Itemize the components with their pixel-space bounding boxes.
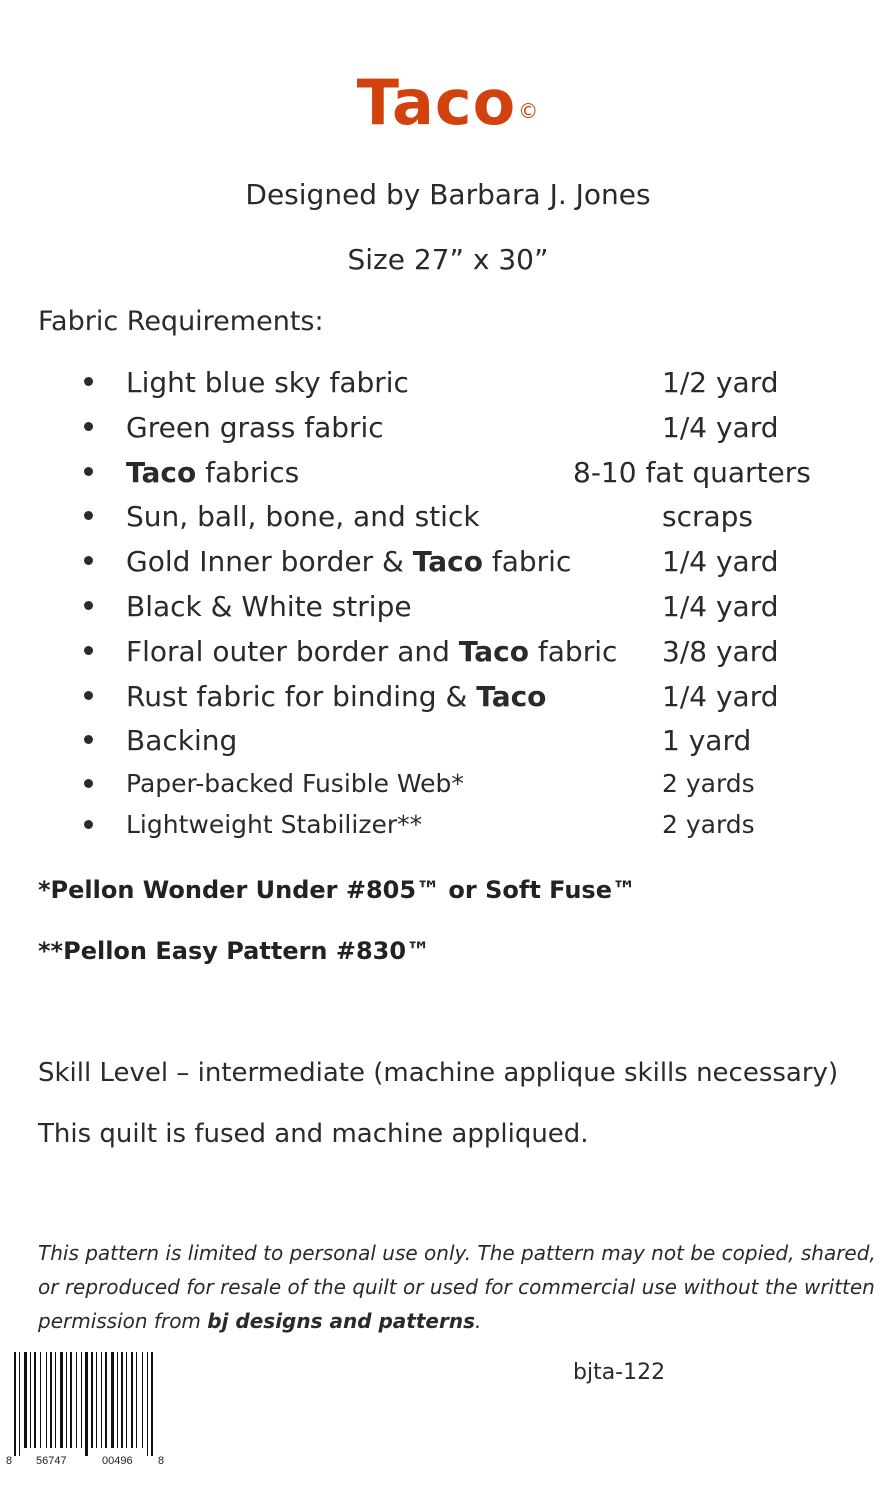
requirement-item [0,724,896,769]
requirement-item [0,769,896,810]
requirement-name: Floral outer border and Taco fabric [126,634,618,668]
barcode-bar [50,1352,52,1448]
skill-level: Skill Level – intermediate (machine applique skills necessary) [38,1058,839,1088]
barcode [6,1350,166,1470]
requirement-amount: 2 yards [662,810,755,840]
requirement-amount: 1/4 yard [662,545,779,579]
requirement-amount: scraps [662,500,754,534]
requirement-name: Light blue sky fabric [126,366,409,399]
barcode-bar [151,1352,153,1456]
requirement-name: Lightweight Stabilizer** [126,810,423,840]
requirement-item [0,411,896,456]
requirement-name: Gold Inner border & Taco fabric [126,545,572,579]
barcode-bar [34,1352,36,1448]
requirement-amount: 1/4 yard [662,589,779,623]
barcode-bar [131,1352,133,1448]
requirement-item [0,680,896,725]
requirement-amount: 8-10 fat quarters [573,455,811,489]
barcode-bar [85,1352,88,1456]
barcode-bar [19,1352,20,1456]
legal-end: . [475,1309,482,1333]
barcode-bar [96,1352,97,1448]
barcode-bar [14,1352,16,1456]
requirement-item [0,635,896,680]
barcode-last-digit: 8 [158,1455,165,1467]
requirements-heading: Fabric Requirements: [38,306,324,337]
requirement-item [0,366,896,411]
requirements-list [0,366,896,851]
barcode-right-digits: 00496 [102,1455,133,1467]
barcode-bar [91,1352,93,1448]
barcode-bar [60,1352,63,1448]
barcode-bar [55,1352,56,1448]
requirement-name: Taco fabrics [126,455,300,489]
requirement-item [0,545,896,590]
requirement-name: Backing [126,724,238,758]
barcode-bar [30,1352,31,1448]
barcode-bar [136,1352,137,1448]
bullet-icon [84,601,93,610]
bullet-icon [84,820,93,829]
bullet-icon [84,422,93,431]
requirement-item [0,456,896,501]
requirement-name: Green grass fabric [126,410,384,444]
requirement-item [0,810,896,851]
barcode-first-digit: 8 [6,1455,13,1467]
requirement-name: Rust fabric for binding & Taco [126,679,547,713]
requirement-item [0,590,896,635]
barcode-bar [40,1352,41,1448]
stabilizer-note: **Pellon Easy Pattern #830™ [38,937,431,965]
barcode-bar [81,1352,82,1448]
barcode-bar [101,1352,102,1448]
bullet-icon [84,646,93,655]
legal-notice [38,1236,888,1338]
barcode-bar [66,1352,67,1448]
designer-line: Designed by Barbara J. Jones [245,178,651,211]
requirement-amount: 3/8 yard [662,634,779,668]
requirement-amount: 2 yards [662,769,755,799]
requirement-name: Paper-backed Fusible Web* [126,769,464,799]
barcode-bar [142,1352,143,1448]
fusible-web-note: *Pellon Wonder Under #805™ or Soft Fuse™ [38,876,636,904]
requirement-amount: 1 yard [662,724,752,758]
bullet-icon [84,467,93,476]
barcode-bar [147,1352,148,1456]
barcode-bar [76,1352,77,1448]
barcode-bar [46,1352,47,1448]
requirement-amount: 1/4 yard [662,410,779,444]
bullet-icon [84,377,93,386]
size-line: Size 27” x 30” [347,243,549,276]
barcode-bar [111,1352,114,1448]
bullet-icon [84,735,93,744]
pattern-title [0,66,896,139]
bullet-icon [84,556,93,565]
bullet-icon [84,691,93,700]
pattern-code: bjta-122 [573,1360,666,1385]
title-text: Taco [356,66,517,139]
barcode-bar [117,1352,118,1448]
bullet-icon [84,779,93,788]
barcode-bar [121,1352,123,1448]
barcode-bar [126,1352,127,1448]
copyright-mark: © [518,99,540,123]
barcode-bar [105,1352,107,1448]
legal-text: This pattern is limited to personal use only. The pattern may not be copied, shared, or reproduced for resale of the quilt or used for commercial use without the written permission from [38,1241,876,1333]
method-text: This quilt is fused and machine appliqued. [38,1119,589,1149]
barcode-bar [70,1352,72,1448]
requirement-name: Sun, ball, bone, and stick [126,500,480,534]
requirement-name: Black & White stripe [126,589,412,623]
requirement-amount: 1/2 yard [662,366,779,399]
barcode-bar [24,1352,27,1448]
barcode-left-digits: 56747 [36,1455,67,1467]
bullet-icon [84,511,93,520]
requirement-amount: 1/4 yard [662,679,779,713]
barcode-bars [14,1352,153,1456]
company-name: bj designs and patterns [207,1309,475,1333]
requirement-item [0,500,896,545]
